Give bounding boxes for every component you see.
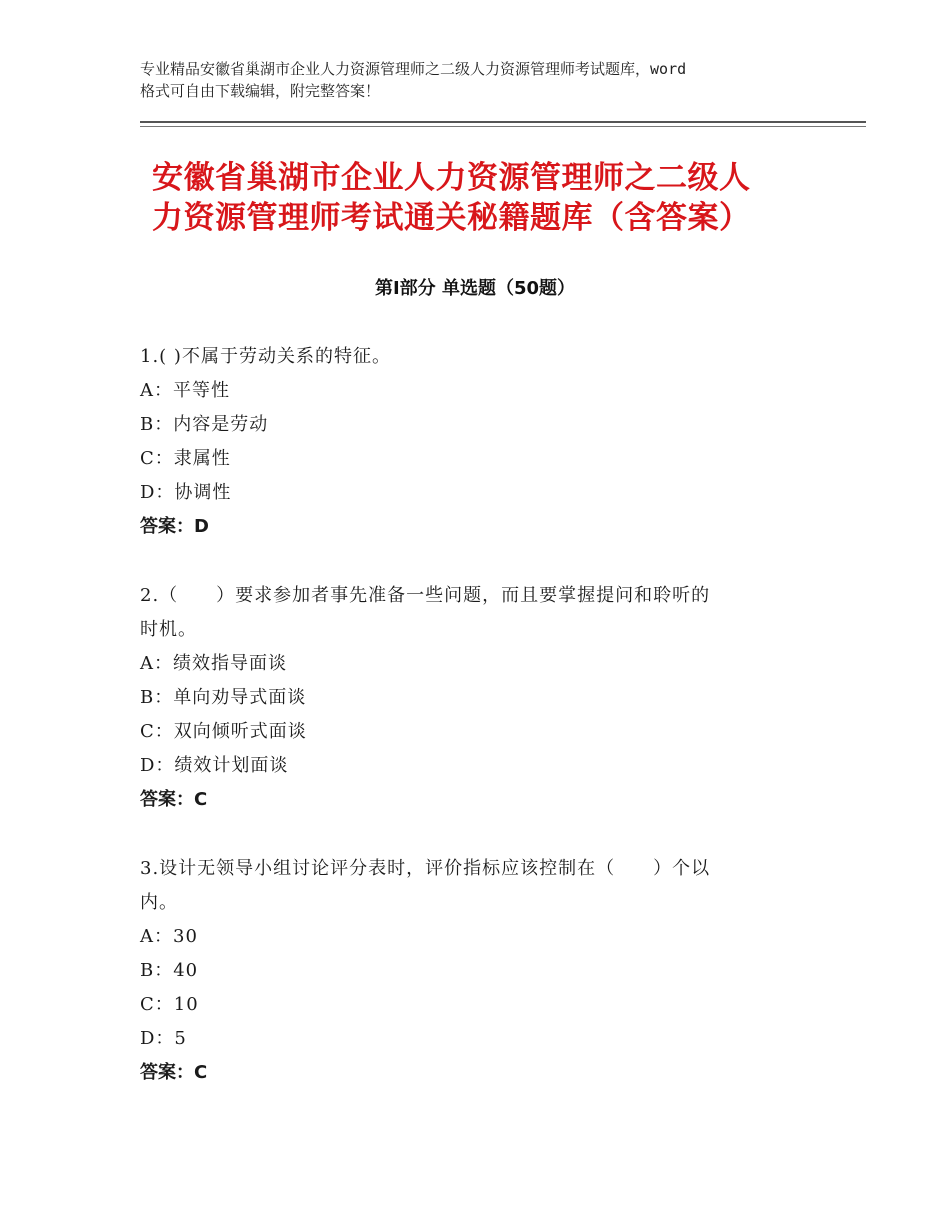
- option-b: B：内容是劳动: [140, 414, 269, 435]
- question-stem-continued: 时机。: [140, 619, 197, 640]
- header-note-line-2: 格式可自由下载编辑，附完整答案！: [140, 82, 381, 100]
- answer-label: 答案：C: [140, 1062, 208, 1083]
- question-stem: 3.设计无领导小组讨论评分表时，评价指标应该控制在（ ）个以: [140, 858, 711, 879]
- question-spacer: [140, 544, 820, 579]
- question-1: [140, 340, 820, 544]
- option-d: D：绩效计划面谈: [140, 755, 289, 776]
- option-a: A：30: [140, 926, 198, 947]
- question-spacer: [140, 817, 820, 852]
- question-2: [140, 579, 820, 817]
- answer-label: 答案：C: [140, 789, 208, 810]
- document-title-line-2: 力资源管理师考试通关秘籍题库（含答案）: [152, 200, 751, 236]
- option-a: A：绩效指导面谈: [140, 653, 287, 674]
- option-c: C：隶属性: [140, 448, 231, 469]
- option-d: D：协调性: [140, 482, 232, 503]
- option-b: B：40: [140, 960, 199, 981]
- question-3: [140, 852, 820, 1090]
- document-title-line-1: 安徽省巢湖市企业人力资源管理师之二级人: [152, 160, 751, 196]
- header-divider-thin: [140, 126, 866, 127]
- question-stem: 1.( )不属于劳动关系的特征。: [140, 346, 391, 367]
- option-c: C：10: [140, 994, 199, 1015]
- header-note: [140, 58, 830, 102]
- section-title: 第Ⅰ部分 单选题（50题）: [374, 278, 575, 299]
- option-d: D：5: [140, 1028, 187, 1049]
- question-stem: 2.（ ）要求参加者事先准备一些问题，而且要掌握提问和聆听的: [140, 585, 711, 606]
- option-a: A：平等性: [140, 380, 230, 401]
- document-title: [152, 158, 832, 238]
- option-c: C：双向倾听式面谈: [140, 721, 307, 742]
- answer-label: 答案：D: [140, 516, 209, 537]
- question-list: [140, 340, 820, 1090]
- question-stem-continued: 内。: [140, 892, 178, 913]
- header-divider-thick: [140, 121, 866, 123]
- option-b: B：单向劝导式面谈: [140, 687, 307, 708]
- header-note-line-1: 专业精品安徽省巢湖市企业人力资源管理师之二级人力资源管理师考试题库，word: [140, 60, 687, 78]
